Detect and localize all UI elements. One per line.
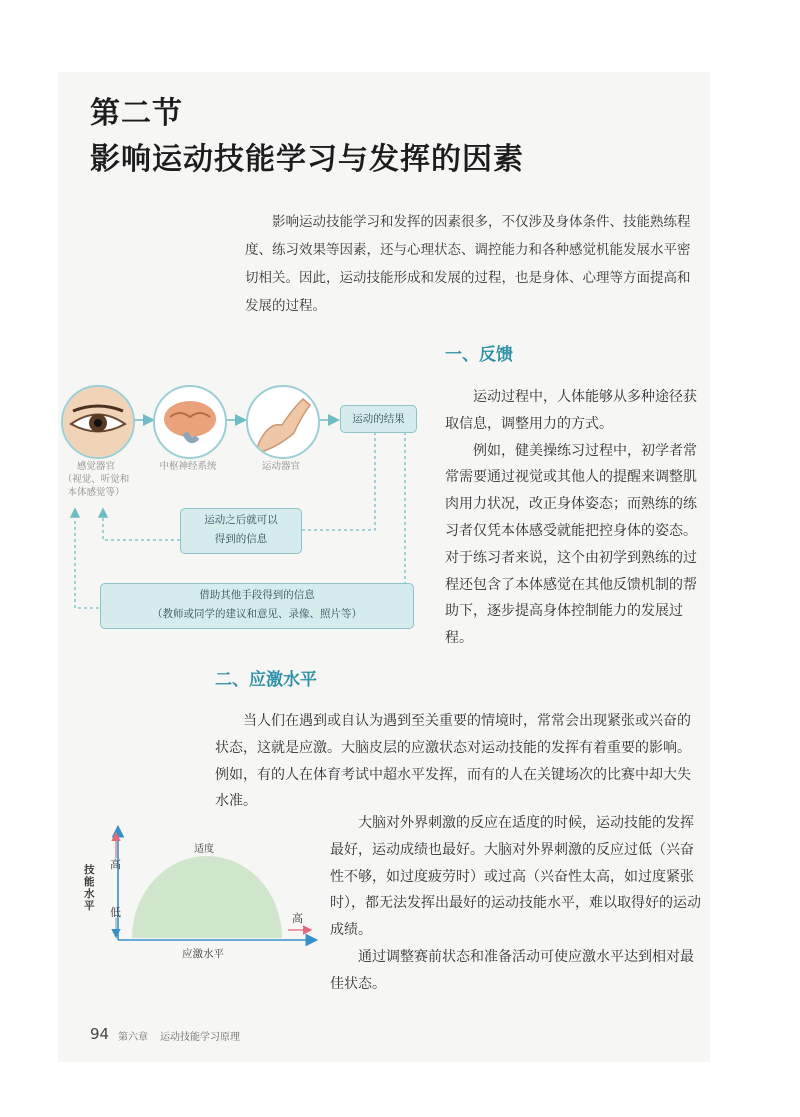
intro-paragraph: 影响运动技能学习和发挥的因素很多，不仅涉及身体条件、技能熟练程度、练习效果等因素，还与心理状态、调控能力和各种感觉机能发展水平密切相关。因此，运动技能形成和发展的过程，也是身体、心理等方面提高和发展的过程。: [245, 214, 691, 314]
stress-paragraph-1: 当人们在遇到或自认为遇到至关重要的情境时，常常会出现紧张或兴奋的状态，这就是应激。大脑皮层的应激状态对运动技能的发挥有着重要的影响。例如，有的人在体育考试中超水平发挥，而有的人在关键场次的比赛中却大失水准。: [215, 713, 691, 810]
other-box-line2: （教师或同学的建议和意见、录像、照片等）: [152, 608, 362, 620]
eye-icon: [61, 385, 135, 459]
sense-label-line2: （视觉、听觉和: [62, 474, 130, 485]
cns-label: 中枢神经系统: [159, 461, 217, 472]
performance-curve: [132, 856, 282, 938]
chart-xlabel: 应激水平: [182, 948, 224, 960]
feedback-paragraph-1: 运动过程中，人体能够从多种途径获取信息，调整用力的方式。: [445, 389, 697, 432]
stress-paragraph-2: 大脑对外界刺激的反应在适度的时候，运动技能的发挥最好，运动成绩也最好。大脑对外界刺激的反应过低（兴奋性不够，如过度疲劳时）或过高（兴奋性太高，如过度紧张时），都无法发挥出最好的运动技能水平，难以取得好的运动成绩。: [330, 815, 701, 939]
motor-organ-label: 运动器官: [261, 461, 300, 472]
feedback-paragraph-2: 例如，健美操练习过程中，初学者常常需要通过视觉或其他人的提醒来调整肌肉用力状况，改正身体姿态；而熟练的练习者仅凭本体感受就能把控身体的姿态。对于练习者来说，这个由初学到熟练的过程还包含了本体感觉在其他反馈机制的帮助下，逐步提高身体控制能力的发展过程。: [445, 442, 697, 647]
arm-icon: [246, 385, 320, 459]
after-box-line2: 得到的信息: [214, 533, 268, 545]
chart-ylabel: 技能水平: [84, 864, 95, 912]
footer-chapter: 第六章: [118, 1032, 148, 1043]
brain-icon: [153, 385, 227, 459]
section-title: 影响运动技能学习与发挥的因素: [90, 142, 524, 177]
stress-text: [330, 810, 701, 998]
chart-x-high: 高: [292, 912, 303, 925]
other-box-line1: 借助其他手段得到的信息: [199, 589, 315, 601]
section-number: 第二节: [90, 96, 183, 131]
chart-y-high: 高: [110, 858, 121, 871]
result-box: 运动的结果: [340, 405, 417, 433]
stress-heading: 二、应激水平: [215, 670, 317, 690]
chart-y-low: 低: [110, 906, 121, 919]
feedback-text: [445, 384, 701, 652]
footer-chapter-title: 运动技能学习原理: [160, 1032, 240, 1043]
after-box-line1: 运动之后就可以: [204, 514, 278, 526]
sense-label-line1: 感觉器官: [76, 461, 115, 472]
sense-organ-label: [55, 460, 137, 499]
chart-top-label: 适度: [194, 844, 214, 855]
stress-chart: [80, 820, 325, 965]
other-info-box: [100, 583, 414, 629]
after-info-box: [180, 508, 302, 554]
feedback-heading: 一、反馈: [445, 345, 513, 365]
sense-label-line3: 本体感觉等）: [67, 487, 125, 498]
feedback-diagram: [55, 380, 435, 640]
page-number: 94: [90, 1025, 110, 1043]
stress-paragraph-3: 通过调整赛前状态和准备活动可使应激水平达到相对最佳状态。: [330, 948, 694, 992]
stress-paragraph-1-wrap: [215, 708, 701, 815]
